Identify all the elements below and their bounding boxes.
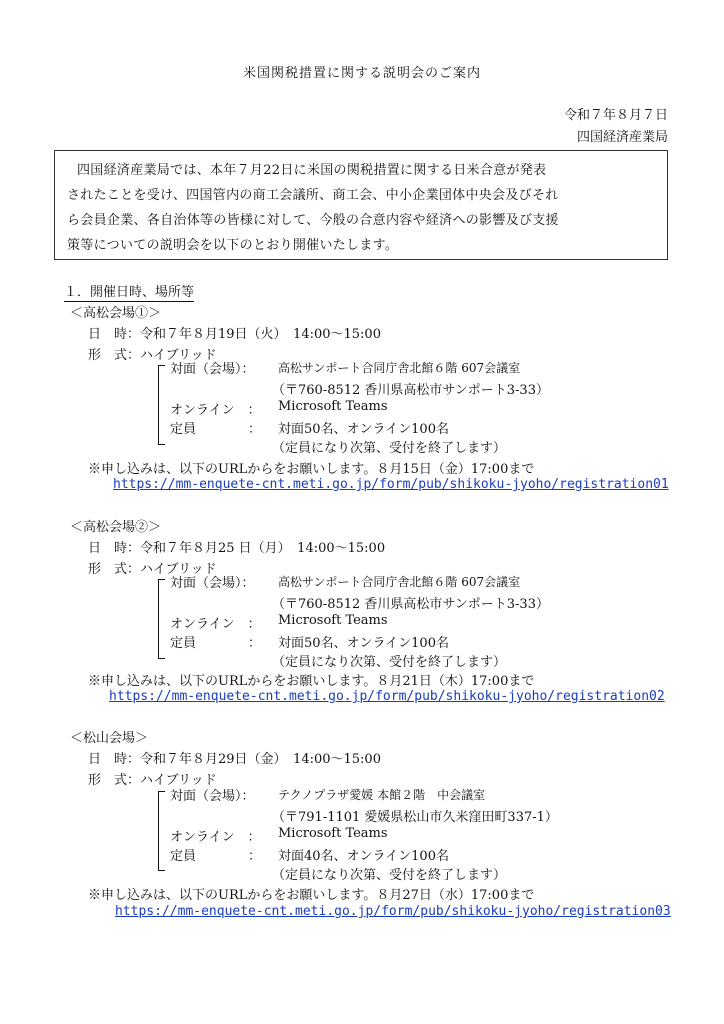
inperson-label: 対面（会場）： [170, 576, 255, 591]
apply-text: ※申し込みは、以下のURLからをお願いします。８月21日（木）17:00まで [88, 674, 535, 689]
registration-link[interactable]: https://mm-enquete-cnt.meti.go.jp/form/pub/shikoku-jyoho/registration03 [115, 904, 671, 919]
registration-link[interactable]: https://mm-enquete-cnt.meti.go.jp/form/pub/shikoku-jyoho/registration02 [109, 689, 665, 704]
bracket [158, 365, 165, 445]
bracket [158, 791, 165, 871]
intro-line: ら会員企業、各自治体等の皆様に対して、今般の合意内容や経済への影響及び支援 [67, 213, 559, 228]
inperson-label: 対面（会場）： [170, 362, 255, 377]
capacity-value: 対面50名、オンライン100名 [278, 422, 449, 437]
venue-address: （〒791-1101 愛媛県松山市久米窪田町337-1） [272, 810, 558, 825]
apply-text: ※申し込みは、以下のURLからをお願いします。８月27日（水）17:00まで [88, 888, 535, 903]
capacity-value: 対面50名、オンライン100名 [278, 636, 449, 651]
inperson-venue: 高松サンポート合同庁舎北館６階 607会議室 [278, 361, 521, 375]
venue-format: 形 式：ハイブリッド [88, 773, 217, 788]
document-date: 令和７年８月７日 [563, 108, 668, 123]
venue-datetime: 日 時：令和７年８月19日（火） 14:00～15:00 [88, 327, 381, 342]
venue-format: 形 式：ハイブリッド [88, 562, 217, 577]
capacity-note: （定員になり次第、受付を終了します） [272, 868, 507, 883]
inperson-venue: 高松サンポート合同庁舎北館６階 607会議室 [278, 575, 521, 589]
online-label: オンライン ： [170, 830, 261, 845]
online-label: オンライン ： [170, 617, 261, 632]
intro-line: されたことを受け、四国管内の商工会議所、商工会、中小企業団体中央会及びそれ [67, 188, 559, 203]
intro-line: 策等についての説明会を以下のとおり開催いたします。 [67, 238, 399, 253]
issuer-name: 四国経済産業局 [576, 130, 668, 145]
venue-format: 形 式：ハイブリッド [88, 348, 217, 363]
online-label: オンライン ： [170, 403, 261, 418]
registration-link[interactable]: https://mm-enquete-cnt.meti.go.jp/form/pub/shikoku-jyoho/registration01 [113, 477, 669, 492]
venue-name: ＜高松会場②＞ [70, 520, 162, 535]
inperson-label: 対面（会場）： [170, 789, 255, 804]
venue-datetime: 日 時：令和７年８月25 日（月） 14:00～15:00 [88, 541, 386, 556]
venue-address: （〒760-8512 香川県高松市サンポート3-33） [272, 597, 549, 612]
online-value: Microsoft Teams [278, 399, 388, 414]
capacity-note: （定員になり次第、受付を終了します） [272, 655, 507, 670]
capacity-label: 定員 ： [170, 849, 262, 864]
document-title: 米国関税措置に関する説明会のご案内 [242, 66, 481, 81]
bracket [158, 579, 165, 659]
intro-box [54, 150, 668, 260]
venue-name: ＜高松会場①＞ [70, 306, 162, 321]
online-value: Microsoft Teams [278, 826, 388, 841]
section-heading: １．開催日時、場所等 [64, 281, 194, 302]
intro-line: 四国経済産業局では、本年７月22日に米国の関税措置に関する日米合意が発表 [77, 163, 547, 178]
capacity-value: 対面40名、オンライン100名 [278, 849, 449, 864]
venue-name: ＜松山会場＞ [70, 731, 149, 746]
capacity-label: 定員 ： [170, 422, 262, 437]
apply-text: ※申し込みは、以下のURLからをお願いします。８月15日（金）17:00まで [88, 462, 535, 477]
capacity-label: 定員 ： [170, 636, 262, 651]
inperson-venue: テクノプラザ愛媛 本館２階 中会議室 [278, 788, 486, 802]
venue-datetime: 日 時：令和７年８月29日（金） 14:00～15:00 [88, 752, 381, 767]
capacity-note: （定員になり次第、受付を終了します） [272, 441, 507, 456]
venue-address: （〒760-8512 香川県高松市サンポート3-33） [272, 383, 549, 398]
online-value: Microsoft Teams [278, 613, 388, 628]
